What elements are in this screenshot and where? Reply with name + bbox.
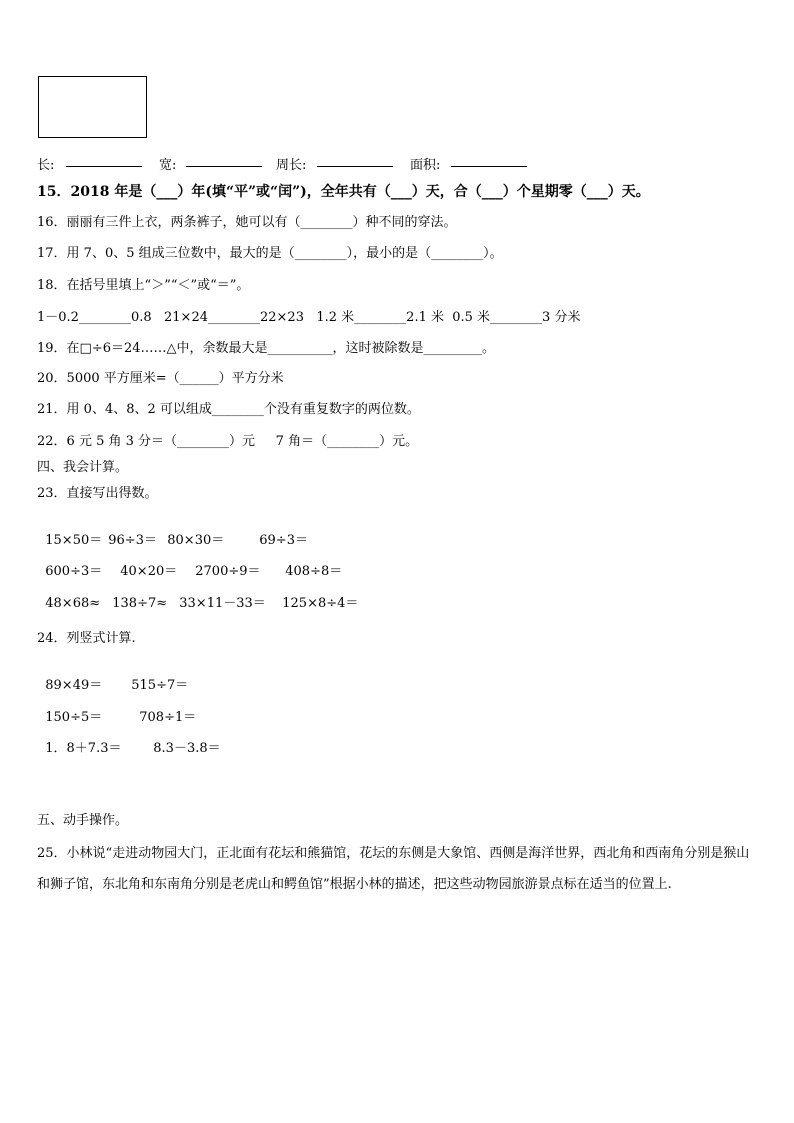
calc-item: 40×20＝	[120, 564, 178, 579]
question-17: 17．用 7、0、5 组成三位数中，最大的是（________），最小的是（________）。	[37, 246, 503, 261]
perimeter-blank[interactable]	[317, 154, 393, 167]
q24-row-3	[37, 725, 221, 757]
question-18-items: 1－0.2________0.8 21×24________22×23 1.2 米________2.1 米 0.5 米________3 分米	[37, 310, 581, 325]
calc-item: 150÷5＝	[45, 710, 103, 725]
calc-item: 515÷7＝	[131, 678, 189, 693]
calc-item: 708÷1＝	[139, 710, 197, 725]
perimeter-label: 周长:	[276, 158, 307, 173]
calc-item: 15×50＝	[45, 533, 103, 548]
length-blank[interactable]	[66, 154, 142, 167]
question-23: 23．直接写出得数。	[37, 486, 158, 501]
question-16: 16．丽丽有三件上衣，两条裤子，她可以有（________）种不同的穿法。	[37, 215, 457, 230]
width-blank[interactable]	[186, 154, 262, 167]
calc-item: 69÷3＝	[259, 533, 308, 548]
question-21: 21．用 0、4、8、2 可以组成________个没有重复数字的两位数。	[37, 402, 420, 417]
question-22: 22．6 元 5 角 3 分＝（________）元 7 角＝（________）元。	[37, 434, 419, 449]
q23-row-3	[37, 580, 358, 612]
section-4-heading: 四、我会计算。	[37, 460, 129, 475]
rectangle-figure	[38, 76, 147, 138]
calc-item: 138÷7≈	[112, 596, 168, 611]
question-20: 20．5000 平方厘米=（______）平方分米	[37, 371, 284, 386]
area-blank[interactable]	[451, 154, 527, 167]
rectangle-dimension-fields	[0, 154, 794, 172]
area-label: 面积:	[410, 158, 441, 173]
calc-item: 2700÷9＝	[195, 564, 261, 579]
calc-item: 408÷8＝	[285, 564, 343, 579]
calc-item: 33×11－33＝	[179, 596, 266, 611]
question-18: 18．在括号里填上“＞”“＜”或“＝”。	[37, 278, 250, 293]
question-25: 25．小林说“走进动物园大门，正北面有花坛和熊猫馆，花坛的东侧是大象馆、西侧是海洋世界，西北角和西南角分别是猴山和狮子馆，东北角和东南角分别是老虎山和鳄鱼馆”根据小林的描述，把这些动物园旅游景点标在适当的位置上.	[37, 846, 750, 892]
q24-row-1	[37, 662, 188, 694]
section-5-heading: 五、动手操作。	[37, 813, 129, 828]
q23-row-2	[37, 548, 342, 580]
question-24: 24．列竖式计算.	[37, 631, 136, 646]
calc-item: 89×49＝	[45, 678, 103, 693]
calc-item: 600÷3＝	[45, 564, 103, 579]
question-15: 15．2018 年是（___）年(填“平”或“闰”)，全年共有（___）天，合（___）个星期零（___）天。	[37, 184, 650, 200]
calc-item: 8.3－3.8＝	[153, 741, 221, 756]
q23-row-1	[37, 517, 308, 549]
length-label: 长:	[37, 158, 55, 173]
calc-item: 1．8＋7.3＝	[45, 741, 122, 756]
calc-item: 48×68≈	[45, 596, 101, 611]
width-label: 宽:	[159, 158, 177, 173]
q24-row-2	[37, 694, 196, 726]
calc-item: 80×30＝	[167, 533, 225, 548]
calc-item: 125×8÷4＝	[282, 596, 359, 611]
question-19: 19．在□÷6＝24……△中，余数最大是__________，这时被除数是_________。	[37, 341, 496, 356]
calc-item: 96÷3＝	[108, 533, 157, 548]
